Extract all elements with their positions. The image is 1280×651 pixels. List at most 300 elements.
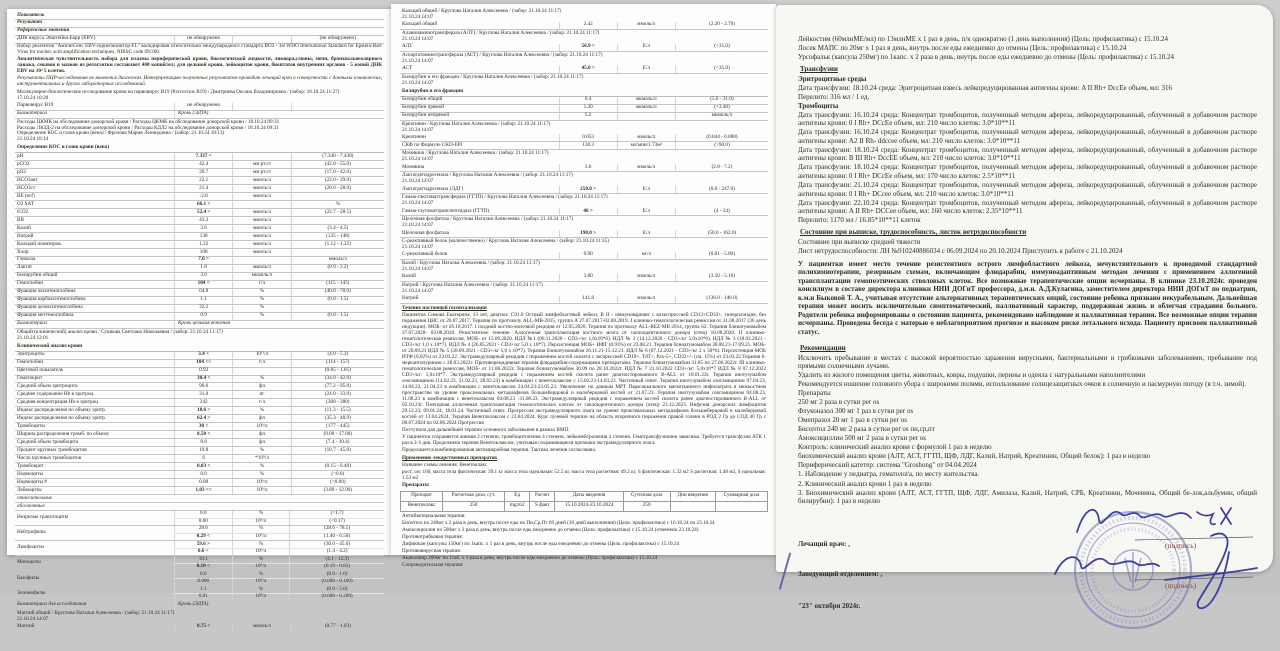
analyte-value: 0.03 <: [174, 463, 232, 470]
analyte-name: Лактатдегидрогеназа (ЛДГ): [402, 185, 464, 192]
drug-table-cell: Венетоклакс: [401, 501, 443, 511]
lab-row: [15, 209, 384, 217]
paragraph: Препараты: [402, 482, 429, 489]
analyte-unit: ммоль/л: [232, 185, 290, 192]
analyte-value: 42.4: [174, 161, 232, 168]
drug-table-header-row: [401, 491, 768, 501]
analyte-name: Среднее содержание Hb в эритроц.: [17, 390, 95, 397]
paragraph: Тромбоциты: [798, 101, 839, 110]
analyte-name: С-реактивный белок: [402, 251, 448, 258]
analyte-ref: (3.80 - 12.90): [291, 487, 384, 494]
meta-line: 21.10.24 14:07: [402, 35, 434, 42]
analyte-ref: (0.0 - 1.5): [291, 297, 384, 304]
biomaterial-label: Биоматериал: [17, 320, 48, 327]
analyte-ref: (<1.7): [289, 511, 384, 518]
drug-table-header: Расчетная доза, сут.: [442, 491, 504, 501]
analyte-unit: %: [232, 471, 290, 478]
section-heading: Состояние при выписке, трудоспособность, листок нетрудоспособности: [800, 228, 1027, 237]
analyte-name: Базофилы: [17, 574, 40, 581]
analyte-ref: (20.0 - 28.0): [291, 185, 384, 192]
analyte-value: 258.0 >: [559, 186, 617, 193]
analyte-ref: [291, 273, 384, 280]
analyte-value: 21.4: [174, 185, 232, 192]
analyte-ref: (115 - 145): [291, 281, 384, 288]
paragraph: Периферический катетер: система "Groshong" от 04.04.2024: [798, 461, 977, 470]
analyte-name: Гамма-глутаматтранспептидаза (ГГТП): [402, 207, 490, 214]
analyte-value: 141.8: [559, 296, 617, 303]
analyte-unit: ммоль/л: [617, 164, 675, 171]
analyte-ref: (1.12 - 1.32): [291, 241, 384, 248]
analyte-value: -2.8: [174, 193, 232, 200]
analyte-ref: [291, 217, 384, 224]
analyte-ref: (>90.0): [675, 142, 768, 149]
drug-table-header: Дни введения: [670, 491, 715, 501]
analyte-name: pCO2: [17, 160, 30, 167]
section-heading: Рекомендации: [800, 344, 846, 353]
analyte-name: Билирубин общий: [17, 272, 58, 279]
analyte-ref: (0.0 - 247.0): [675, 186, 768, 193]
paragraph: Дата трансфузии: 22.10.24 среда: Концентрат тромбоцитов, полученный методом афереза, лейкоредуцированный, облученный в добавочном растворе антигены крови: A II Rh+ DCCee объем, мл: 160 число клеток: 2.35*10**11: [798, 198, 1257, 216]
page-3: [776, 5, 1273, 611]
analyte-ref: (0.000 - 0.100): [289, 579, 384, 586]
section-meta: [400, 282, 768, 296]
analyte-name: BE (ecf): [17, 192, 35, 199]
subgroup-label: абсолютные: [15, 503, 384, 511]
analyte-name: Лактат: [17, 264, 33, 271]
meta-line: Калий / Круглова Наталья Алексеевна / (забор: 21.10.24 11:17): [402, 259, 540, 266]
analyte-value: 0.92: [174, 368, 232, 375]
analyte-value: 62.4 >: [174, 415, 232, 422]
analyte-value: 3.6: [174, 225, 232, 232]
analyte-ref: (136.0 - 146.0): [675, 296, 768, 303]
analyte-ref: (135 - 148): [291, 233, 384, 240]
subgroup-label: относительные: [15, 495, 384, 503]
analyte-unit: г/л: [232, 281, 290, 288]
analyte-ref: (4 - 24): [675, 208, 768, 215]
signature-label: (подпись): [1165, 541, 1197, 551]
analyte-unit: мм рт.ст: [232, 169, 290, 176]
paragraph: Бисептол по 240мг х 2 раза в день, внутрь после еды по Пн,Ср,Пт 69 дней (30 дней выполнения) (Цель: профилактика) с 16.10.24 по 23.10.24: [402, 520, 715, 527]
table-section-heading: Билирубин и его фракции: [400, 88, 768, 97]
analyte-value: 0.9: [174, 313, 232, 320]
drug-table-cell: 15.10.2024-23.10.2024: [555, 501, 623, 511]
section-meta: [15, 89, 384, 103]
analyte-unit: ммоль/л: [232, 265, 290, 272]
analyte-ref: (0.01 - 5.00): [675, 252, 768, 259]
analyte-ref: (30.0 - 45.0): [289, 541, 384, 548]
analyte-value: 1.22: [174, 241, 232, 248]
drug-table-cell: 250: [623, 501, 670, 511]
analyte-unit: %: [232, 297, 290, 304]
analyte-value: 108: [174, 249, 232, 256]
analyte-unit: мм рт.ст: [232, 161, 290, 168]
analyte-unit: %: [232, 526, 290, 533]
analyte-unit: фл: [232, 431, 290, 438]
section-meta: [400, 150, 768, 164]
meta-line: 17.10.24 10:20: [17, 94, 49, 101]
analyte-name: Гематокрит: [17, 375, 43, 381]
analyte-ref: [291, 305, 384, 312]
column-header-row: Показатель: [15, 12, 384, 20]
analyte-name: Гемоглобин: [17, 359, 44, 366]
analyte-ref: (50.0 - 162.0): [675, 230, 768, 237]
analyte-value: 3.4 <: [174, 352, 232, 359]
section-meta: [400, 216, 768, 230]
meta-line: Кальций общий / Круглова Наталия Алексеевна / (забор: 21.10.24 11:17): [402, 8, 562, 14]
analyte-ref: (1.40 - 6.50): [289, 534, 384, 541]
analyte-name: ДНК вируса Эпштейна-Барр (EBV): [17, 35, 96, 42]
analyte-ref: (1.4 - 4.2): [289, 549, 384, 556]
analyte-unit: 10⁹/л: [232, 594, 290, 601]
table-section-heading: Клинический анализ крови: [15, 343, 384, 352]
paragraph: Дата трансфузии: 16.10.24 среда: Концентрат тромбоцитов, полученный методом афереза, лейкоредуцированный, облученный в добавочном растворе антигены крови: 0 I Rh+ DCcEe объем, мл: 210 число клеток: 3.0*10**11: [798, 110, 1257, 128]
analyte-name: Мочевина: [402, 163, 425, 170]
section-meta: [15, 329, 384, 343]
paragraph: 2. Клинический анализ крови 1 раз в неделю: [798, 479, 932, 488]
analyte-unit: Е/л: [617, 230, 675, 237]
analyte-unit: %: [232, 541, 290, 548]
meta-line: 21.10.24 14:07: [402, 79, 434, 86]
analyte-name: Кальций ионизиров.: [17, 240, 63, 247]
analyte-value: 8.8: [174, 439, 232, 446]
paragraph: Антибактериальная терапия:: [402, 513, 466, 520]
analyte-value: 0.00: [174, 519, 232, 526]
analyte-value: 0.00: [174, 479, 232, 486]
meta-line: Молекулярно-биологическое исследование крови на парвовирус B19 (Parvovirus B19) / Дмитриева Оксана Владимировна / (забор: 16.10.24 11:27): [17, 88, 340, 95]
lab-row: [400, 230, 768, 238]
section-meta: [400, 238, 768, 252]
lab-row-diff: [15, 511, 384, 526]
analyte-unit: ммоль/л: [617, 296, 675, 303]
section-heading: Трансфузии: [800, 65, 838, 74]
analyte-value: 59.6 >: [174, 541, 232, 548]
analyte-unit: 10⁹/л: [232, 423, 290, 430]
analyte-unit: [232, 201, 290, 208]
analyte-value: 1.8: [174, 265, 232, 272]
analyte-value: 7.337 <: [174, 153, 232, 160]
analyte-ref: (11.3 - 15.5): [291, 407, 384, 414]
analyte-unit: ммоль/л: [232, 241, 290, 248]
analyte-name: Глюкоза: [17, 256, 36, 263]
analyte-value: 198.0 >: [559, 230, 617, 237]
analyte-name: Нормоциты: [17, 470, 44, 477]
paragraph: У пациентки сохраняется анемия 2 степени, тромбоцитопения 4 степени, лейконейтропения 3 степени. Гемотрансфузионно зависима. Требуется трансфузия АТК 1 раз в 2-3 дня. Продолжена терапия Венетоклаксом, учитывая сохраняющиеся признаки экстрамедуллярного очага.: [402, 433, 766, 446]
section-meta: [400, 74, 768, 88]
biomaterial-label: Биоматериал для исследования: [17, 601, 87, 608]
lab-row-diff: [15, 571, 384, 586]
analyte-value: 39.7: [174, 169, 232, 176]
analyte-name: Индекс распределения по объему эритр.: [17, 406, 107, 413]
analyte-name: Билирубин общий: [402, 96, 443, 103]
analyte-ref: (17.0 - 42.0): [291, 169, 384, 176]
section-meta: [400, 260, 768, 274]
analyte-ref: (0.0 - 5.0): [289, 587, 384, 594]
paragraph: Аналитическая чувствительность набора для плазмы периферической крови, биологической жидкости, ликвора,слюны, мочи, бронхоальвеолярного лаважа, смывов и мазков из ротоглотки составляет 400 копий/мл; для цельной крови, лейкоцитов крови, биоптатов внутренних органов - 5 копий ДНК EBV на 10^5 клеток.: [17, 56, 382, 75]
analyte-value: 3.0: [174, 273, 232, 280]
analyte-ref: (3.4 - 4.5): [291, 225, 384, 232]
lab-row: [15, 463, 384, 471]
analyte-ref: (22.0 - 29.0): [291, 177, 384, 184]
biomaterial-value: Кровь цельная венозная: [174, 321, 384, 328]
meta-line: 21.10.24 14:07: [402, 222, 434, 229]
analyte-unit: [232, 368, 290, 375]
analyte-name: Лимфоциты: [17, 544, 44, 551]
paragraph: Дата трансфузии: 18.10.24 среда: Концентрат тромбоцитов, полученный методом афереза, лейкоредуцированный, облученный в добавочном растворе антигены крови: 0 I Rh+ DCcEe объем, мл: 170 число клеток: 2.5*10**11: [798, 163, 1257, 180]
lab-row: [15, 447, 384, 455]
biomaterial-row: [15, 111, 384, 119]
analyte-name: АЛТ: [402, 43, 413, 50]
analyte-ref: (4.1 - 12.3): [289, 556, 384, 563]
paragraph: Лейкостим (60млнМЕ/мл) по 13млнМЕ х 1 раз в день, п/к однократно (1 день выполнения) (Цель: профилактика) с 15.10.24: [798, 35, 1169, 43]
spacer: [798, 337, 1257, 341]
analyte-unit: [232, 257, 290, 264]
lab-row: [15, 241, 384, 249]
analyte-unit: ммоль/л: [232, 233, 290, 240]
analyte-ref: [291, 249, 384, 256]
analyte-unit: %: [232, 447, 290, 454]
analyte-value: 6.4: [559, 97, 617, 104]
meta-line: 21.10.24 14:07: [17, 615, 49, 622]
drug-table-header: Суммарная доза: [715, 491, 767, 501]
diff-subrow: [174, 594, 384, 601]
section-heading: Применение лекарственных препаратов: [402, 455, 497, 461]
analyte-value: 0.29 <: [174, 534, 232, 541]
analyte-name: Гемоглобин: [17, 280, 44, 287]
paragraph: Дата трансфузии: 21.10.24 среда: Концентрат тромбоцитов, полученный методом афереза, лейкоредуцированный, облученный в добавочном растворе антигены крови: 0 I Rh+ DCcee объем, мл: 210 число клеток: 3.0*10**11: [798, 181, 1257, 198]
lab-row: [15, 455, 384, 463]
analyte-unit: 10⁹/л: [232, 564, 290, 571]
drug-table-cell: S факт: [530, 501, 555, 511]
meta-line: Лактатдегидрогеназа / Круглова Наталия Алексеевна / (забор: 21.10.24 11:17): [402, 172, 573, 179]
analyte-unit: г/л: [232, 360, 290, 367]
attending-doctor-label: Лечащий врач: ,: [798, 540, 850, 549]
paragraph: Рекомендуется ношение головного убора с широкими полями, использование солнцезащитных очков в солнечную и пасмурную погоду (в т.ч. зимой).: [798, 380, 1247, 389]
paragraph: Результаты ПЦР-исследования не являются диагнозом. Интерпретацию полученных результатов проводит лечащий врач в совокупности с данными клинических, инструментальных и других лабораторных исследований.: [17, 75, 382, 88]
page-1: [7, 9, 391, 630]
analyte-ref: (114 - 157): [291, 360, 384, 367]
analyte-ref: [291, 193, 384, 200]
paragraph: Сопроводительная терапия:: [402, 562, 464, 569]
analyte-value: 43.3: [174, 217, 232, 224]
paragraph: Лист нетрудоспособности: ЛН №910240886034 с 06.09.2024 по 20.10.2024 Приступить к работе с 21.10.2024: [798, 246, 1123, 255]
paragraph: Перелито: 1170 мл / 16.85*10**11 клеток: [798, 216, 921, 225]
analyte-unit: [232, 103, 290, 110]
paragraph: 250 мг 2 раза в сутки per os: [798, 398, 880, 407]
paragraph: Дата трансфузии: 16.10.24 среда: Концентрат тромбоцитов, полученный методом афереза, лейкоредуцированный, облученный в добавочном растворе антигены крови: A2 II Rh- ddccee объем, мл: 210 число клеток: 3.0*10**11: [798, 128, 1257, 145]
analyte-ref: (28.6 - 78.5): [289, 526, 384, 533]
analyte-unit: [232, 36, 290, 43]
analyte-value: 19.8: [174, 447, 232, 454]
analyte-name: Эозинофилы: [17, 589, 46, 596]
analyte-name: Число крупных тромбоцитов: [17, 454, 82, 461]
analyte-unit: 10⁹/л: [232, 549, 290, 556]
paragraph: Контроль: клинический анализ крови с формулой 1 раз в неделю: [798, 443, 992, 452]
column-header-row: Референсные значения: [15, 28, 384, 36]
analyte-unit: фл: [232, 439, 290, 446]
analyte-value: 7.6 >: [174, 257, 232, 264]
analyte-ref: (10.7 - 45.0): [291, 447, 384, 454]
analyte-name: АСТ: [402, 65, 413, 72]
analyte-ref: (0.9 - 2.2): [291, 265, 384, 272]
analyte-unit: 10⁹/л: [232, 479, 290, 486]
paragraph: рост, см: 160, масса тела фактическая: 39.1 кг масса тела идеальная: 52.5 кг, масса тела расчетная: 49.2 кг, S фактическая: 1.32 м2 S расчетная: 1.48 м2, S идеальная: 1.53 м2: [402, 469, 766, 482]
analyte-unit: 10⁹/л: [232, 534, 290, 541]
paragraph: Бисептол 240 мг 2 раза в сутки per os пн,ср,пт: [798, 425, 935, 434]
analyte-unit: ммоль/л: [232, 177, 290, 184]
analyte-ref: (9.00 - 17.00): [291, 431, 384, 438]
analyte-unit: [617, 113, 675, 120]
analyte-name: Калий: [17, 224, 31, 231]
analyte-unit: %: [232, 587, 290, 594]
analyte-name: Билирубин непрямой: [402, 112, 450, 119]
analyte-unit: ммоль/л: [232, 249, 290, 256]
analyte-unit: мкмоль/л: [617, 105, 675, 112]
analyte-name: Тромбоциты: [17, 422, 45, 429]
meta-line: Билирубин и его фракции / Круглова Наталия Алексеевна / (забор: 21.10.24 11:17): [402, 73, 584, 80]
analyte-ref: (не обнаружено): [291, 36, 384, 43]
analyte-value: 10.1: [174, 556, 232, 563]
analyte-value: 342: [174, 399, 232, 406]
analyte-name: Креатинин: [402, 133, 426, 140]
analyte-value: 33.2: [174, 305, 232, 312]
paragraph: Перелито: 316 мл / 1 ед.: [798, 92, 870, 101]
paragraph: Амоксициллин по 500мг х 2 раза в день, внутрь после еды ежедневно до отмены (Цель: профилактика) с 15.10.24 (отменено 23.10.24): [402, 527, 699, 534]
analyte-ref: (<0.17): [289, 519, 384, 526]
paragraph: Дата трансфузии: 18.10.24 среда: Концентрат тромбоцитов, полученный методом афереза, лейкоредуцированный, облученный в добавочном растворе антигены крови: B III Rh+ DccEE объем, мл: 210 число клеток: 3.0*10**11: [798, 145, 1257, 163]
lab-row: [400, 113, 768, 121]
analyte-ref: (0.19 - 0.85): [289, 564, 384, 571]
analyte-unit: Е/л: [617, 66, 675, 73]
analyte-value: 0.0: [174, 471, 232, 478]
analyte-unit: %: [232, 571, 290, 578]
analyte-unit: ммоль/л: [617, 274, 675, 281]
analyte-unit: Е/л: [617, 44, 675, 51]
analyte-unit: Е/л: [617, 208, 675, 215]
lab-row: [400, 296, 768, 304]
analyte-name: Тромбокрит: [17, 462, 44, 469]
analyte-unit: г/л: [232, 399, 290, 406]
drug-table-header: Расчет: [530, 491, 555, 501]
meta-line: 21.10.24 12:01: [17, 334, 49, 341]
analyte-value: 64.8: [174, 289, 232, 296]
meta-line: 21.10.24 14:07: [402, 244, 434, 250]
biomaterial-label: Биоматериал: [17, 110, 48, 117]
paragraph: Ацикловир 200мг по 1таб. х 3 раза в день, внутрь после еды ежедневно до отмены (Цель: профилактика) с 15.10.24: [402, 555, 658, 562]
meta-line: Натрий / Круглова Наталия Алексеевна / (забор: 21.10.24 11:17): [402, 281, 543, 288]
analyte-ref: (<35.0): [675, 44, 768, 51]
meta-line: 21.10.24 14:07: [402, 13, 434, 20]
drug-table-cell: 250: [442, 501, 504, 511]
analyte-value: 18.6 >: [174, 407, 232, 414]
lab-row-diff: [15, 541, 384, 556]
analyte-value: 30 <: [174, 423, 232, 430]
paragraph: Дата трансфузии: 18.10.24 среда: Эритроцитная взвесь лейкоредуцированная антигены крови: A II Rh+ DccEe объем, мл: 316: [798, 83, 1172, 92]
paragraph: Амоксициллин 500 мг 2 раза в сутки per os: [798, 434, 927, 443]
analyte-ref: (7.340 - 7.430): [291, 153, 384, 160]
analyte-ref: (7.4 - 10.4): [291, 439, 384, 446]
analyte-ref: (34.0 - 42.0): [291, 376, 384, 383]
meta-line: Магний общий / Круглова Наталья Алексеевна / (забор: 21.10.24 11:17): [17, 609, 175, 616]
analyte-name: Моноциты: [17, 559, 41, 566]
meta-line: 21.10.24 14:07: [402, 178, 434, 185]
analyte-value: 104 <<: [174, 360, 232, 367]
drug-table-header: Суточная доза: [623, 491, 670, 501]
analyte-name: Нормоциты #: [17, 478, 47, 485]
document-date: "23" октября 2024г.: [798, 602, 861, 611]
paragraph: Дифлюкан (капсулы 150мг) по 1капс. х 1 раз в день, внутрь после еды ежедневно до отмены (Цель: профилактика) с 15.10.24: [402, 541, 680, 548]
analyte-value: 0.053: [559, 134, 617, 141]
analyte-value: 46 >: [559, 208, 617, 215]
analyte-name: Магний: [17, 623, 35, 630]
analyte-ref: (22.7 - 28.5): [291, 209, 384, 216]
paragraph: Поступила для дальнейшей терапии основного заболевания в рамках ВМП.: [402, 426, 570, 433]
section-meta: [400, 121, 768, 135]
analyte-value: не обнаружено: [174, 103, 232, 110]
lab-row-diff: [15, 587, 384, 602]
analyte-name: Процент крупных тромбоцитов: [17, 446, 87, 453]
section-meta: [400, 194, 768, 208]
paragraph: Набор реагентов "АмплиСенс EBV-скрин/монитор-FL" валидирован относительно международного стандарта ВОЗ - 1st WHO International Standard for Epstein-Barr Virus for nucleic acid amplification techniques, NIBSC code 09/260.: [17, 43, 382, 56]
analyte-value: 30.4 <: [174, 376, 232, 383]
drug-table-cell: [670, 501, 715, 511]
analyte-name: HCO3акт: [17, 176, 38, 183]
paragraph: Омепразол 20 мг 1 раз в сутки per os: [798, 416, 907, 425]
analyte-ref: (4.0 - 5.3): [291, 352, 384, 359]
analyte-value: 0.0: [174, 511, 232, 518]
analyte-name: Индекс распределения по объему эритр.: [17, 414, 107, 421]
analyte-unit: мкмоль/л: [617, 97, 675, 104]
section-meta: [400, 52, 768, 66]
drug-table-cell: [715, 501, 767, 511]
lab-row: [400, 66, 768, 74]
analyte-ref: (2.8 - 7.2): [675, 164, 768, 171]
biomaterial-row: [15, 602, 384, 610]
analyte-unit: %: [232, 556, 290, 563]
analyte-ref: (0.044 - 0.088): [675, 134, 768, 141]
meta-line: 21.10.24 14:07: [402, 200, 434, 207]
paragraph: Исключить пребывание в местах с высокой вероятностью заражения вирусными, бактериальными и грибковыми заболеваниями, пребывание под прямыми солнечными лучами.: [798, 353, 1257, 371]
analyte-ref: (5.0 - 21.0): [675, 97, 768, 104]
meta-line: Расходы ЦКМК на обследование донорской крови / Расходы ЦКМК на обследование донорской крови / 18.10.24 09:31: [17, 118, 280, 125]
analyte-unit: %: [232, 463, 290, 470]
analyte-ref: (77.2 - 95.0): [291, 383, 384, 390]
analyte-unit: 10⁹/л: [232, 519, 290, 526]
analyte-name: Цветовой показатель: [17, 367, 64, 374]
diff-subrow: [174, 519, 384, 526]
analyte-name: Средний объем эритроцита: [17, 382, 78, 389]
paragraph: У пациентки имеет место течение резистентного острого лимфобластного лейкоза, нечувствительного к проводимой стандартной полихимиотерапии, резервным схемам, включающим флюдарабин, иммуноадаптивным методам лечения с применением аллогенной трансплантации гемопоэтических стволовых клеток. Все возможные терапевтические опции исчерпаны. В клинике 23.10.2024г. проведен консилиум в составе директора клиники НИИ ДОГиТ профессора, д.м.н. А.Д.Кулагина, заместителем директора НИИ ДОГиТ по педиатрии, к.м.н Быковой Т. А., учитывая отсутствие альтернативных терапевтических опций, состояние ребенка признано некурабельным. Дальнейшая терапия может носить исключительно симптоматический, паллиативный характер, поддерживая жизнь и облегчая страдания больного. Родители ребенка информированы о состоянии пациента, рекомендовано наблюдение и паллиативная терапия. Все возможные опции терапии исчерпаны. Проведена беседа с матерью о неблагоприятном прогнозе и высоком риске летального исхода. Пациенту присвоен паллиативный статус.: [798, 259, 1257, 336]
analyte-value: 0.10 <: [174, 564, 232, 571]
analyte-value: 3.6: [559, 164, 617, 171]
analyte-unit: %: [232, 305, 290, 312]
analyte-unit: %: [232, 376, 290, 383]
meta-line: Аспартатаминотрансфераза (АСТ) / Круглова Наталия Алексеевна / (забор: 21.10.24 11:17): [402, 51, 603, 58]
meta-line: 21.10.24 14:07: [402, 265, 434, 272]
analyte-unit: ммоль/л: [232, 209, 290, 216]
section-meta: [400, 30, 768, 44]
analyte-value: 2.42: [559, 22, 617, 29]
analyte-unit: %: [232, 511, 290, 518]
lab-row: [15, 201, 384, 209]
paragraph: Флуконазол 300 мг 1 раз в сутки per os: [798, 407, 914, 416]
paragraph: Лосек МАПС по 20мг х 1 раз в день, внутрь после еды ежедневно до отмены (Цель: профилактика) с 15.10.24: [798, 44, 1127, 53]
lab-row: [15, 225, 384, 233]
analyte-value: 138.3: [559, 142, 617, 149]
analyte-value: 5.2: [559, 113, 617, 120]
analyte-value: 6: [174, 455, 232, 462]
diff-subrow: [174, 534, 384, 541]
meta-line: Аланинаминотрансфераза (АЛТ) / Круглова Наталия Алексеевна / (забор: 21.10.24 11:17): [402, 29, 600, 36]
